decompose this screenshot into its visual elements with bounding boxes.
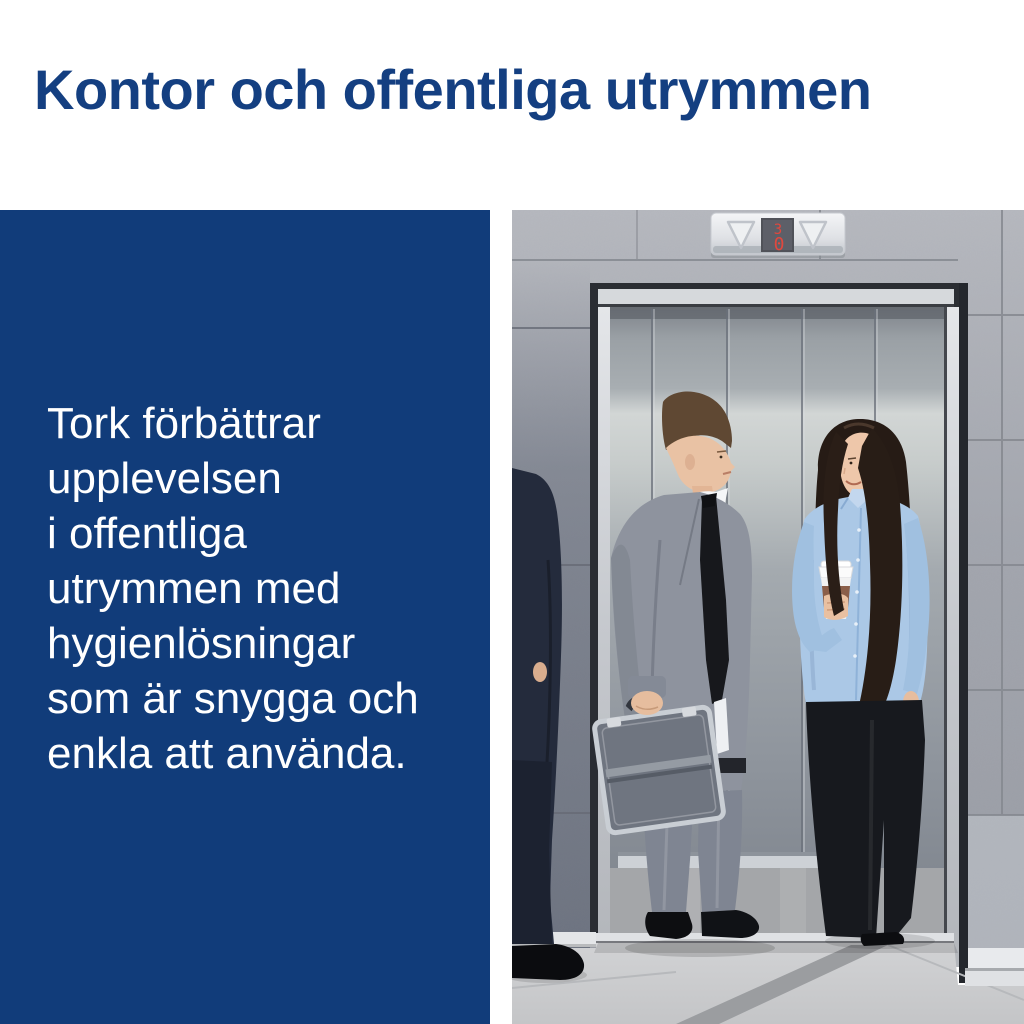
message-line: upplevelsen — [47, 454, 282, 503]
message-line: Tork förbättrar — [47, 399, 321, 448]
message-line: utrymmen med — [47, 564, 341, 613]
photo-elevator-scene — [512, 210, 1024, 1024]
message-line: som är snygga och — [47, 674, 419, 723]
floor — [512, 932, 1024, 1024]
message-line: enkla att använda. — [47, 729, 407, 778]
page-title: Kontor och offentliga utrymmen — [34, 58, 872, 121]
floor-digit-top: 3 — [773, 222, 783, 238]
message-panel — [0, 210, 490, 1024]
elevator-indicator — [711, 213, 845, 258]
message-text — [47, 396, 419, 781]
message-line: hygienlösningar — [47, 619, 356, 668]
man-hand — [631, 691, 663, 715]
message-line: i offentliga — [47, 509, 247, 558]
floor-digit-bottom: 0 — [773, 234, 785, 255]
